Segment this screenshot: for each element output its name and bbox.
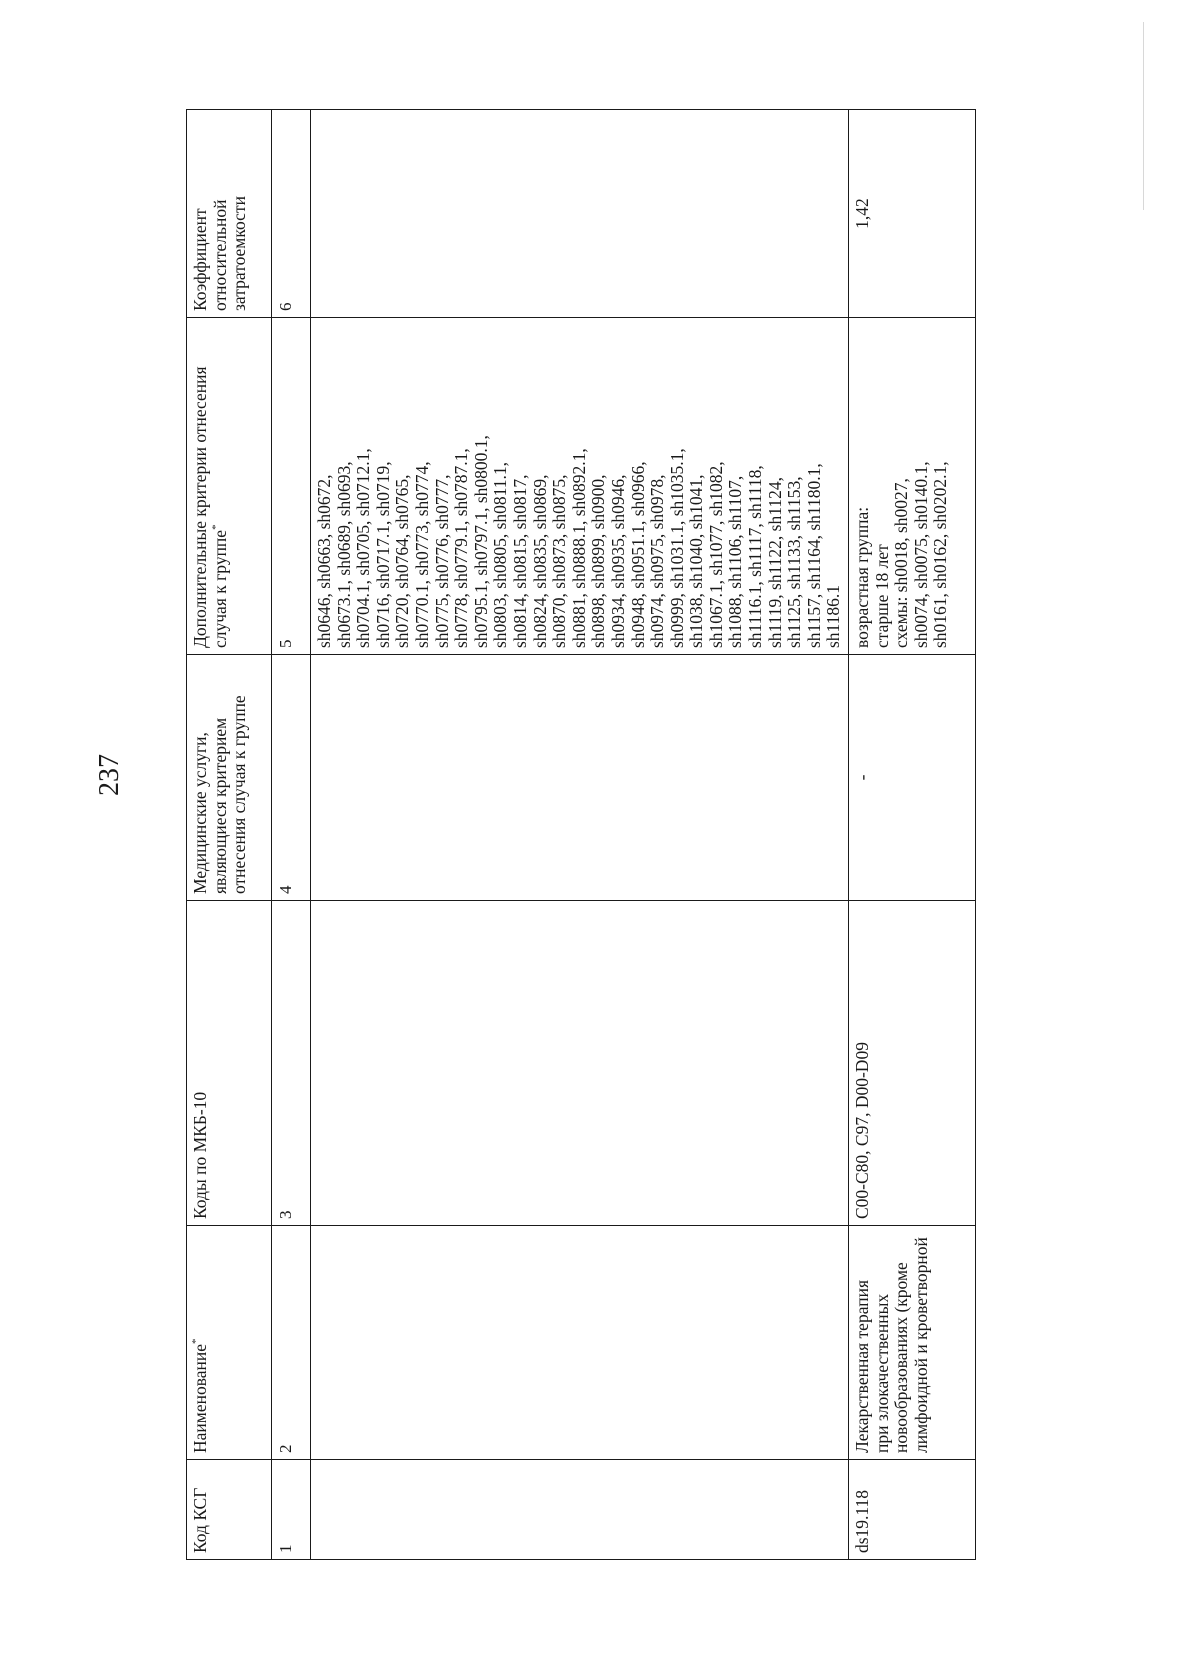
cell-medical-services: [311, 655, 849, 901]
cell-additional-criteria: [849, 318, 976, 655]
name-line: новообразованиях (кроме: [891, 1262, 912, 1453]
criteria-line: sh0881, sh0888.1, sh0892.1,: [568, 448, 589, 648]
criteria-line: sh0770.1, sh0773, sh0774,: [411, 461, 432, 648]
criteria-line: sh0673.1, sh0689, sh0693,: [333, 461, 354, 648]
criteria-line: sh0778, sh0779.1, sh0787.1,: [451, 448, 472, 648]
table-row: [849, 110, 976, 1560]
rotated-table-sheet: [186, 110, 961, 1560]
criteria-line: sh0803, sh0805, sh0811.1,: [490, 461, 511, 648]
footnote-mark: *: [190, 1338, 203, 1344]
page-number: 237: [94, 754, 125, 796]
cell-name: [849, 1226, 976, 1460]
cell-cost-coefficient: [311, 110, 849, 318]
criteria-line: sh0974, sh0975, sh0978,: [647, 474, 668, 648]
header-ksg-code: Код КСГ: [187, 1460, 272, 1560]
table-row: [311, 110, 849, 1560]
name-line: лимфоидной и кроветворной: [910, 1237, 931, 1453]
criteria-line: sh1157, sh1164, sh1180.1,: [803, 463, 824, 648]
criteria-line: схемы: sh0018, sh0027,: [891, 478, 912, 648]
column-number-row: [272, 110, 311, 1560]
criteria-line: sh1186.1: [823, 584, 844, 648]
cell-name: [311, 1226, 849, 1460]
criteria-line: sh0870, sh0873, sh0875,: [549, 474, 570, 648]
criteria-line: sh1088, sh1106, sh1107,: [725, 475, 746, 648]
header-row: [187, 110, 272, 1560]
criteria-line: sh0720, sh0764, sh0765,: [392, 474, 413, 648]
cell-mkb-codes: C00-C80, C97, D00-D09: [849, 901, 976, 1226]
criteria-line: sh0824, sh0835, sh0869,: [529, 474, 550, 648]
criteria-line: sh0999, sh1031.1, sh1035.1,: [666, 448, 687, 648]
criteria-line: sh0934, sh0935, sh0946,: [607, 474, 628, 648]
column-number: 4: [272, 655, 311, 901]
header-additional-criteria: Дополнительные критерии отнесения случая к группе*: [187, 318, 272, 655]
header-mkb-codes: Коды по МКБ-10: [187, 901, 272, 1226]
criteria-line: sh1125, sh1133, sh1153,: [784, 476, 805, 648]
criteria-line: sh0898, sh0899, sh0900,: [588, 474, 609, 648]
criteria-line: sh1119, sh1122, sh1124,: [764, 477, 785, 648]
footnote-mark: *: [209, 524, 222, 530]
ksg-table: [186, 109, 976, 1560]
criteria-line: sh0716, sh0717.1, sh0719,: [372, 461, 393, 648]
criteria-line: sh1067.1, sh1077, sh1082,: [705, 461, 726, 648]
criteria-line: sh0775, sh0776, sh0777,: [431, 474, 452, 648]
criteria-line: sh0646, sh0663, sh0672,: [314, 474, 334, 648]
cell-cost-coefficient: 1,42: [849, 110, 976, 318]
column-number: 1: [272, 1460, 311, 1560]
cell-medical-services: -: [849, 655, 976, 901]
name-line: при злокачественных: [871, 1293, 892, 1453]
cell-mkb-codes: [311, 901, 849, 1226]
column-number: 5: [272, 318, 311, 655]
criteria-line: sh1116.1, sh1117, sh1118,: [745, 465, 766, 648]
header-name: Наименование*: [187, 1226, 272, 1460]
name-line: Лекарственная терапия: [852, 1279, 873, 1453]
cell-additional-criteria: [311, 318, 849, 655]
criteria-line: старше 18 лет: [871, 544, 892, 648]
column-number: 6: [272, 110, 311, 318]
scan-margin-line: [1143, 22, 1144, 210]
criteria-line: sh0704.1, sh0705, sh0712.1,: [353, 448, 374, 648]
criteria-line: sh0161, sh0162, sh0202.1,: [930, 461, 951, 648]
column-number: 3: [272, 901, 311, 1226]
criteria-line: sh0074, sh0075, sh0140.1,: [910, 461, 931, 648]
column-number: 2: [272, 1226, 311, 1460]
criteria-line: sh0948, sh0951.1, sh0966,: [627, 461, 648, 648]
criteria-line: sh0814, sh0815, sh0817,: [509, 474, 530, 648]
criteria-line: sh0795.1, sh0797.1, sh0800.1,: [470, 435, 491, 648]
header-medical-services: Медицинские услуги, являющиеся критерием отнесения случая к группе: [187, 655, 272, 901]
cell-ksg-code: ds19.118: [849, 1460, 976, 1560]
criteria-line: возрастная группа:: [852, 506, 873, 648]
criteria-line: sh1038, sh1040, sh1041,: [686, 474, 707, 648]
cell-ksg-code: [311, 1460, 849, 1560]
header-cost-coefficient: Коэффициент относительной затратоемкости: [187, 110, 272, 318]
